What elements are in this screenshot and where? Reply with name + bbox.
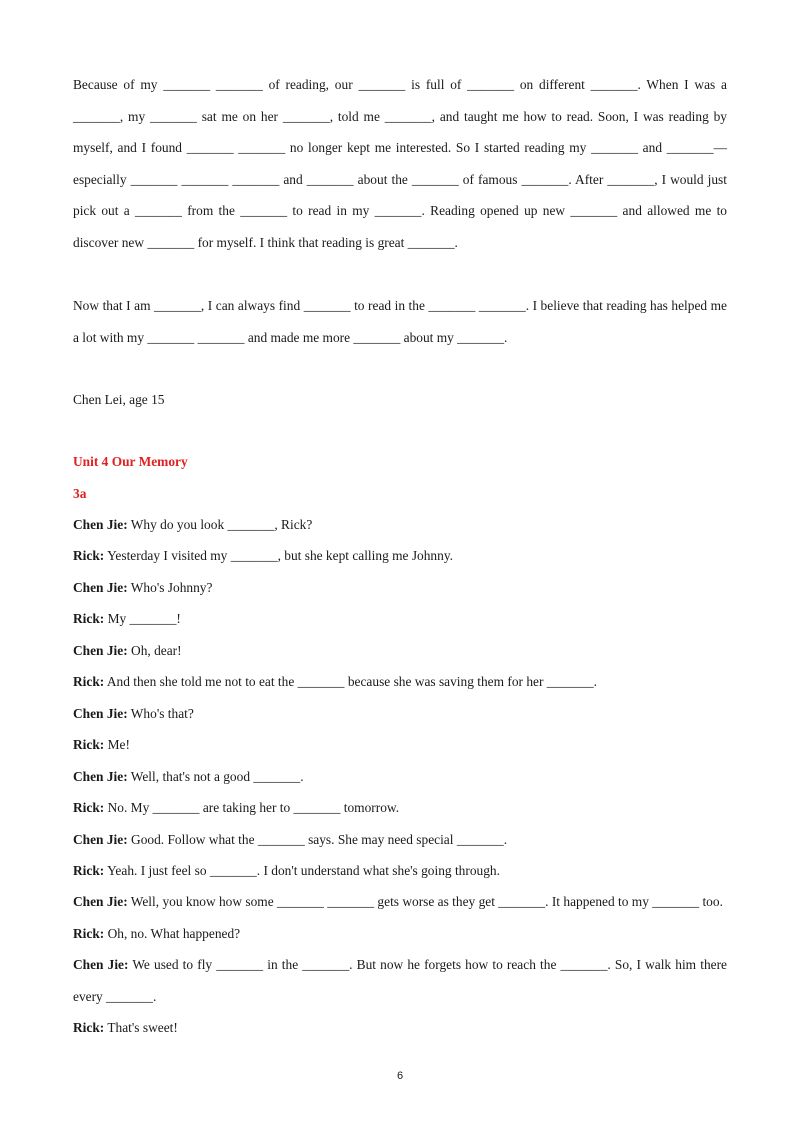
passage-paragraph-1: Because of my _______ _______ of reading, our _______ is full of _______ on different _______. When I was a _______, my _______ sat me on her _______, told me _______, and taught me how to read. Soon, I was reading by myself, and I found _______ _______ no longer kept me interested. So I started reading my _______ and _______—especially _______ _______ _______ and _______ about the _______ of famous _______. After _______, I would just pick out a _______ from the _______ to read in my _______. Reading opened up new _______ and allowed me to discover new _______ for myself. I think that reading is great _______. [73,77,727,250]
dialogue-text: Yesterday I visited my _______, but she kept calling me Johnny. [104,548,453,564]
unit-title: Unit 4 Our Memory [73,454,188,469]
speaker-name: Chen Jie: [73,768,128,784]
dialogue-line [73,729,727,760]
dialogue-line [73,792,727,823]
speaker-name: Chen Jie: [73,894,128,910]
dialogue-line [73,635,727,666]
speaker-name: Rick: [73,611,105,627]
speaker-name: Rick: [73,862,105,878]
speaker-name: Rick: [73,737,105,753]
dialogue-line [73,540,727,571]
dialogue-line [73,886,727,917]
dialogue-line [73,509,727,540]
dialogue-text: Yeah. I just feel so _______. I don't understand what she's going through. [104,862,500,878]
speaker-name: Rick: [73,800,105,816]
dialogue-line [73,761,727,792]
dialogue-text: Oh, no. What happened? [104,925,241,941]
dialogue-text: Good. Follow what the _______ says. She may need special _______. [127,831,508,847]
dialogue-text: Why do you look _______, Rick? [127,517,313,532]
dialogue-text: That's sweet! [104,1020,178,1036]
speaker-name: Chen Jie: [73,957,129,973]
document-page [73,0,727,1130]
dialogue-text: Oh, dear! [127,642,182,658]
dialogue-line [73,572,727,603]
dialogue-text: Who's that? [127,705,194,721]
dialogue-text: Who's Johnny? [127,579,213,595]
dialogue-text: We used to fly _______ in the _______. But now he forgets how to reach the _______. So, I walk him there every _______. [73,957,727,1004]
dialogue-text: Well, you know how some _______ _______ gets worse as they get _______. It happened to my _______ too. [127,894,723,910]
dialogue-line [73,918,727,949]
speaker-name: Rick: [73,1020,105,1036]
dialogue-line [73,824,727,855]
speaker-name: Chen Jie: [73,642,128,658]
speaker-name: Chen Jie: [73,579,128,595]
speaker-name: Rick: [73,925,105,941]
dialogue-text: Well, that's not a good _______. [127,768,304,784]
dialogue-line [73,698,727,729]
dialogue-text: No. My _______ are taking her to _______ tomorrow. [104,800,400,816]
speaker-name: Chen Jie: [73,831,128,847]
dialogue-text: And then she told me not to eat the _______ because she was saving them for her _______. [104,674,597,690]
dialogue-text: Me! [104,737,130,753]
speaker-name: Chen Jie: [73,705,128,721]
page-number: 6 [396,1070,404,1082]
dialogue-line [73,1012,727,1043]
speaker-name: Rick: [73,548,105,564]
dialogue-line [73,949,727,1012]
passage-signature: Chen Lei, age 15 [73,392,165,407]
dialogue-text: My _______! [104,611,181,627]
dialogue-line [73,855,727,886]
dialogue-line [73,666,727,697]
speaker-name: Rick: [73,674,105,690]
dialogue-line [73,603,727,634]
section-label: 3a [73,486,87,501]
speaker-name: Chen Jie: [73,517,128,532]
passage-paragraph-2: Now that I am _______, I can always find _______ to read in the _______ _______. I believe that reading has helped me a lot with my _______ _______ and made me more _______ about my _______. [73,298,727,345]
dialogue [73,509,727,1044]
